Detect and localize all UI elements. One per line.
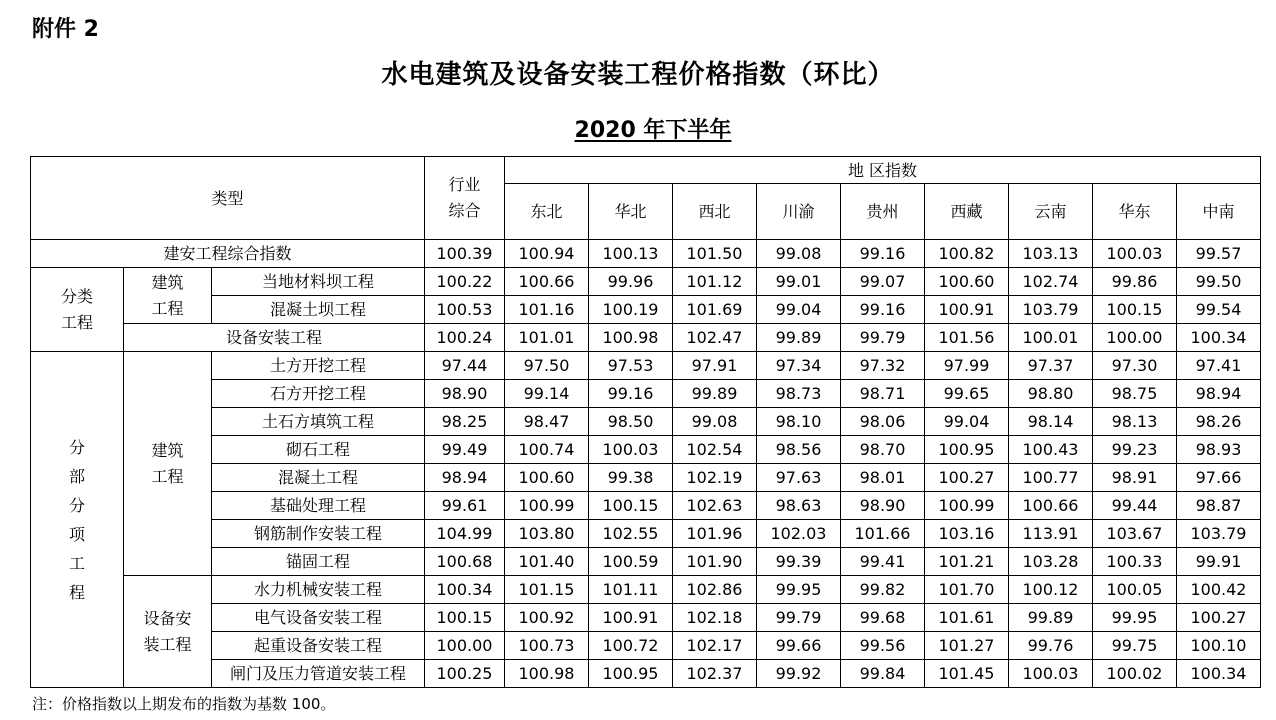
value-cell: 98.91: [1093, 464, 1177, 492]
value-cell: 99.04: [925, 408, 1009, 436]
row-label: 水力机械安装工程: [212, 576, 425, 604]
value-cell: 101.12: [673, 268, 757, 296]
value-cell: 99.41: [841, 548, 925, 576]
value-cell: 99.50: [1177, 268, 1261, 296]
value-cell: 99.14: [505, 380, 589, 408]
value-cell: 99.16: [841, 296, 925, 324]
value-cell: 103.79: [1009, 296, 1093, 324]
value-cell: 100.19: [589, 296, 673, 324]
group-label-text: 分类工程: [60, 286, 93, 332]
value-cell: 102.86: [673, 576, 757, 604]
group-label-classified: [31, 268, 124, 352]
value-cell: 100.12: [1009, 576, 1093, 604]
value-cell: 103.28: [1009, 548, 1093, 576]
value-cell: 100.95: [925, 436, 1009, 464]
attachment-label: 附件 2: [32, 17, 99, 42]
value-cell: 99.79: [841, 324, 925, 352]
value-cell: 101.61: [925, 604, 1009, 632]
value-cell: 102.03: [757, 520, 841, 548]
value-cell: 99.68: [841, 604, 925, 632]
period-subtitle: [0, 113, 1276, 144]
value-cell: 100.73: [505, 632, 589, 660]
value-cell: 99.89: [1009, 604, 1093, 632]
value-cell: 100.10: [1177, 632, 1261, 660]
region-header-cell: 西北: [673, 184, 757, 240]
value-cell: 100.13: [589, 240, 673, 268]
value-cell: 98.93: [1177, 436, 1261, 464]
value-cell: 99.76: [1009, 632, 1093, 660]
value-cell: 102.74: [1009, 268, 1093, 296]
table-row: [31, 408, 1261, 436]
table-row: [31, 492, 1261, 520]
value-cell: 97.44: [425, 352, 505, 380]
table-row: [31, 520, 1261, 548]
value-cell: 99.61: [425, 492, 505, 520]
value-cell: 104.99: [425, 520, 505, 548]
value-cell: 101.21: [925, 548, 1009, 576]
value-cell: 101.40: [505, 548, 589, 576]
value-cell: 98.87: [1177, 492, 1261, 520]
value-cell: 102.19: [673, 464, 757, 492]
value-cell: 98.90: [425, 380, 505, 408]
group-label-itemized: [31, 352, 124, 688]
value-cell: 97.99: [925, 352, 1009, 380]
value-cell: 98.63: [757, 492, 841, 520]
value-cell: 100.27: [1177, 604, 1261, 632]
value-cell: 99.95: [757, 576, 841, 604]
table-row: [31, 604, 1261, 632]
value-cell: 101.11: [589, 576, 673, 604]
region-header: 地 区指数: [505, 157, 1261, 184]
value-cell: 100.60: [505, 464, 589, 492]
value-cell: 98.56: [757, 436, 841, 464]
value-cell: 100.39: [425, 240, 505, 268]
value-cell: 102.54: [673, 436, 757, 464]
group-label-text: 分部分项工程: [68, 437, 85, 602]
subgroup-label-text: 设备安装工程: [143, 608, 192, 654]
value-cell: 99.57: [1177, 240, 1261, 268]
subgroup-label-text: 建筑工程: [151, 440, 184, 486]
value-cell: 100.34: [1177, 660, 1261, 688]
value-cell: 99.44: [1093, 492, 1177, 520]
value-cell: 101.56: [925, 324, 1009, 352]
table-row: [31, 324, 1261, 352]
row-label: 土方开挖工程: [212, 352, 425, 380]
value-cell: 100.15: [589, 492, 673, 520]
value-cell: 100.98: [505, 660, 589, 688]
value-cell: 103.13: [1009, 240, 1093, 268]
value-cell: 101.50: [673, 240, 757, 268]
page-title: 水电建筑及设备安装工程价格指数（环比）: [381, 60, 895, 90]
value-cell: 101.01: [505, 324, 589, 352]
row-label: 钢筋制作安装工程: [212, 520, 425, 548]
value-cell: 100.03: [1009, 660, 1093, 688]
table-row: [31, 464, 1261, 492]
value-cell: 98.13: [1093, 408, 1177, 436]
region-header-cell: 川渝: [757, 184, 841, 240]
value-cell: 97.34: [757, 352, 841, 380]
row-label: 锚固工程: [212, 548, 425, 576]
header-row-1: [31, 157, 1261, 184]
table-row: [31, 268, 1261, 296]
value-cell: 100.03: [1093, 240, 1177, 268]
value-cell: 103.80: [505, 520, 589, 548]
value-cell: 98.75: [1093, 380, 1177, 408]
value-cell: 100.98: [589, 324, 673, 352]
value-cell: 97.32: [841, 352, 925, 380]
row-label: 土石方填筑工程: [212, 408, 425, 436]
table-row: [31, 436, 1261, 464]
subgroup-label-equipment: [124, 576, 212, 688]
value-cell: 100.60: [925, 268, 1009, 296]
value-cell: 98.94: [1177, 380, 1261, 408]
table-row: [31, 352, 1261, 380]
value-cell: 99.89: [673, 380, 757, 408]
value-cell: 99.82: [841, 576, 925, 604]
table-body: [31, 157, 1261, 688]
value-cell: 99.79: [757, 604, 841, 632]
region-header-cell: 中南: [1177, 184, 1261, 240]
value-cell: 97.37: [1009, 352, 1093, 380]
value-cell: 100.05: [1093, 576, 1177, 604]
value-cell: 99.01: [757, 268, 841, 296]
value-cell: 100.15: [425, 604, 505, 632]
value-cell: 98.71: [841, 380, 925, 408]
table-row: [31, 380, 1261, 408]
region-header-cell: 贵州: [841, 184, 925, 240]
value-cell: 113.91: [1009, 520, 1093, 548]
value-cell: 101.96: [673, 520, 757, 548]
value-cell: 98.10: [757, 408, 841, 436]
value-cell: 100.22: [425, 268, 505, 296]
value-cell: 100.68: [425, 548, 505, 576]
value-cell: 100.33: [1093, 548, 1177, 576]
value-cell: 103.16: [925, 520, 1009, 548]
value-cell: 99.39: [757, 548, 841, 576]
value-cell: 99.84: [841, 660, 925, 688]
row-label: 当地材料坝工程: [212, 268, 425, 296]
value-cell: 100.95: [589, 660, 673, 688]
value-cell: 100.66: [505, 268, 589, 296]
value-cell: 97.53: [589, 352, 673, 380]
value-cell: 99.38: [589, 464, 673, 492]
value-cell: 100.00: [1093, 324, 1177, 352]
subgroup-label-text: 建筑工程: [151, 272, 184, 318]
value-cell: 102.47: [673, 324, 757, 352]
row-label: 建安工程综合指数: [31, 240, 425, 268]
value-cell: 97.50: [505, 352, 589, 380]
value-cell: 99.04: [757, 296, 841, 324]
table-row: [31, 660, 1261, 688]
value-cell: 100.34: [1177, 324, 1261, 352]
value-cell: 100.92: [505, 604, 589, 632]
row-label: 设备安装工程: [124, 324, 425, 352]
value-cell: 98.47: [505, 408, 589, 436]
value-cell: 100.77: [1009, 464, 1093, 492]
row-label: 起重设备安装工程: [212, 632, 425, 660]
value-cell: 99.86: [1093, 268, 1177, 296]
table-row: [31, 296, 1261, 324]
subgroup-label-construction: [124, 268, 212, 324]
value-cell: 103.67: [1093, 520, 1177, 548]
value-cell: 98.06: [841, 408, 925, 436]
value-cell: 100.94: [505, 240, 589, 268]
row-label: 电气设备安装工程: [212, 604, 425, 632]
region-header-cell: 云南: [1009, 184, 1093, 240]
value-cell: 100.53: [425, 296, 505, 324]
value-cell: 100.24: [425, 324, 505, 352]
composite-row: [31, 240, 1261, 268]
value-cell: 101.90: [673, 548, 757, 576]
row-label: 基础处理工程: [212, 492, 425, 520]
value-cell: 100.91: [589, 604, 673, 632]
value-cell: 98.14: [1009, 408, 1093, 436]
value-cell: 98.70: [841, 436, 925, 464]
value-cell: 98.73: [757, 380, 841, 408]
type-header: 类型: [31, 157, 425, 240]
value-cell: 97.66: [1177, 464, 1261, 492]
value-cell: 100.01: [1009, 324, 1093, 352]
value-cell: 97.63: [757, 464, 841, 492]
value-cell: 103.79: [1177, 520, 1261, 548]
value-cell: 97.91: [673, 352, 757, 380]
industry-header-text: 行业综合: [448, 175, 481, 220]
value-cell: 100.02: [1093, 660, 1177, 688]
value-cell: 99.49: [425, 436, 505, 464]
subgroup-label-construction: [124, 352, 212, 576]
value-cell: 98.80: [1009, 380, 1093, 408]
value-cell: 102.55: [589, 520, 673, 548]
value-cell: 101.45: [925, 660, 1009, 688]
value-cell: 100.00: [425, 632, 505, 660]
value-cell: 100.82: [925, 240, 1009, 268]
value-cell: 100.72: [589, 632, 673, 660]
value-cell: 100.99: [505, 492, 589, 520]
value-cell: 100.42: [1177, 576, 1261, 604]
value-cell: 99.91: [1177, 548, 1261, 576]
value-cell: 97.30: [1093, 352, 1177, 380]
value-cell: 100.27: [925, 464, 1009, 492]
value-cell: 101.66: [841, 520, 925, 548]
region-header-cell: 东北: [505, 184, 589, 240]
value-cell: 99.75: [1093, 632, 1177, 660]
value-cell: 100.59: [589, 548, 673, 576]
value-cell: 98.94: [425, 464, 505, 492]
region-header-cell: 华东: [1093, 184, 1177, 240]
value-cell: 99.23: [1093, 436, 1177, 464]
value-cell: 101.15: [505, 576, 589, 604]
value-cell: 99.66: [757, 632, 841, 660]
value-cell: 101.16: [505, 296, 589, 324]
period-text: 2020 年下半年: [574, 118, 732, 143]
value-cell: 98.25: [425, 408, 505, 436]
value-cell: 99.65: [925, 380, 1009, 408]
row-label: 闸门及压力管道安装工程: [212, 660, 425, 688]
value-cell: 99.96: [589, 268, 673, 296]
value-cell: 100.34: [425, 576, 505, 604]
value-cell: 100.43: [1009, 436, 1093, 464]
value-cell: 102.18: [673, 604, 757, 632]
value-cell: 99.16: [589, 380, 673, 408]
table-row: [31, 632, 1261, 660]
value-cell: 99.16: [841, 240, 925, 268]
value-cell: 99.56: [841, 632, 925, 660]
value-cell: 101.27: [925, 632, 1009, 660]
row-label: 砌石工程: [212, 436, 425, 464]
value-cell: 99.54: [1177, 296, 1261, 324]
table-row: [31, 576, 1261, 604]
value-cell: 98.26: [1177, 408, 1261, 436]
value-cell: 102.63: [673, 492, 757, 520]
region-header-cell: 华北: [589, 184, 673, 240]
row-label: 混凝土工程: [212, 464, 425, 492]
value-cell: 100.91: [925, 296, 1009, 324]
value-cell: 100.66: [1009, 492, 1093, 520]
industry-header: [425, 157, 505, 240]
value-cell: 100.99: [925, 492, 1009, 520]
value-cell: 99.92: [757, 660, 841, 688]
value-cell: 100.03: [589, 436, 673, 464]
value-cell: 101.69: [673, 296, 757, 324]
value-cell: 100.74: [505, 436, 589, 464]
value-cell: 100.25: [425, 660, 505, 688]
value-cell: 98.01: [841, 464, 925, 492]
value-cell: 97.41: [1177, 352, 1261, 380]
value-cell: 98.90: [841, 492, 925, 520]
value-cell: 102.37: [673, 660, 757, 688]
row-label: 混凝土坝工程: [212, 296, 425, 324]
price-index-table: [30, 156, 1261, 688]
footnote: 注：价格指数以上期发布的指数为基数 100。: [32, 695, 336, 713]
value-cell: 99.89: [757, 324, 841, 352]
value-cell: 99.08: [757, 240, 841, 268]
region-header-cell: 西藏: [925, 184, 1009, 240]
value-cell: 102.17: [673, 632, 757, 660]
value-cell: 99.08: [673, 408, 757, 436]
value-cell: 98.50: [589, 408, 673, 436]
value-cell: 101.70: [925, 576, 1009, 604]
value-cell: 99.95: [1093, 604, 1177, 632]
table-row: [31, 548, 1261, 576]
value-cell: 99.07: [841, 268, 925, 296]
value-cell: 100.15: [1093, 296, 1177, 324]
row-label: 石方开挖工程: [212, 380, 425, 408]
